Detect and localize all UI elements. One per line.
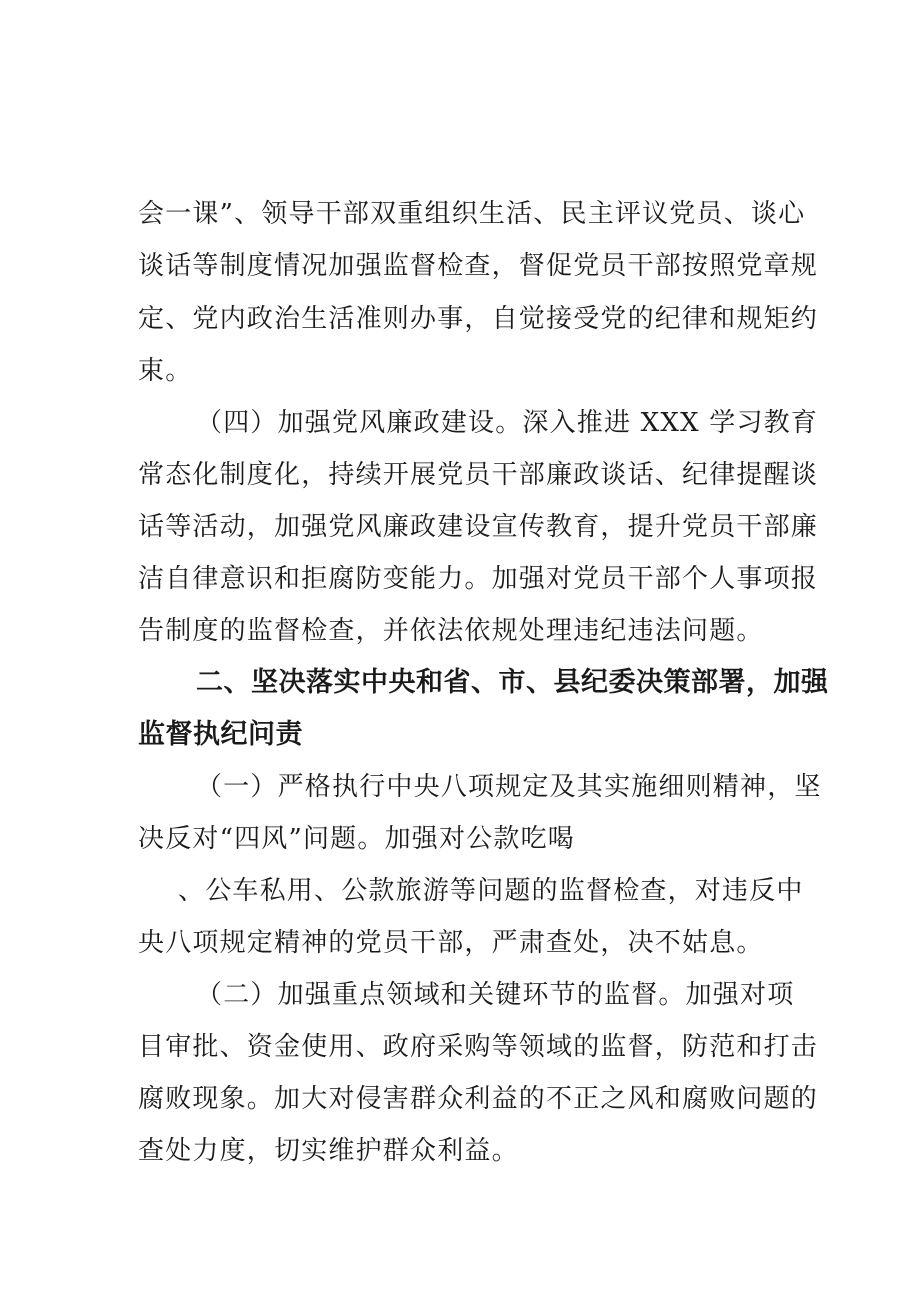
paragraph-line: 目审批、资金使用、政府采购等领域的监督，防范和打击 [138,1032,819,1062]
paragraph-line: 定、党内政治生活准则办事，自觉接受党的纪律和规矩约 [138,304,819,334]
paragraph-line: 央八项规定精神的党员干部，严肃查处，决不姑息。 [138,928,764,958]
paragraph-line: 谈话等制度情况加强监督检查，督促党员干部按照党章规 [138,251,819,281]
paragraph-line: 会一课”、领导干部双重组织生活、民主评议党员、谈心 [138,199,806,229]
paragraph-line: 洁自律意识和拒腐防变能力。加强对党员干部个人事项报 [138,564,819,594]
section-heading: 二、坚决落实中央和省、市、县纪委决策部署，加强 [196,667,829,698]
subsection-one-line: （一）严格执行中央八项规定及其实施细则精神，坚 [196,772,822,802]
paragraph-line: 告制度的监督检查，并依法依规处理违纪违法问题。 [138,616,764,646]
subsection-two-line: （二）加强重点领域和关键环节的监督。加强对项 [196,980,795,1010]
paragraph-line: 话等活动，加强党风廉政建设宣传教育，提升党员干部廉 [138,512,819,542]
paragraph-line: 、公车私用、公款旅游等问题的监督检查，对违反中 [178,876,804,906]
paragraph-line: 束。 [138,356,193,386]
paragraph-line: 腐败现象。加大对侵害群众利益的不正之风和腐败问题的 [138,1084,819,1114]
paragraph-line: 决反对“四风”问题。加强对公款吃喝 [138,824,575,854]
paragraph-line: 常态化制度化，持续开展党员干部廉政谈话、纪律提醒谈 [138,460,819,490]
section-heading: 监督执纪问责 [138,719,303,750]
section-four-line: （四）加强党风廉政建设。深入推进 XXX 学习教育 [196,408,819,438]
paragraph-line: 查处力度，切实维护群众利益。 [138,1136,519,1166]
